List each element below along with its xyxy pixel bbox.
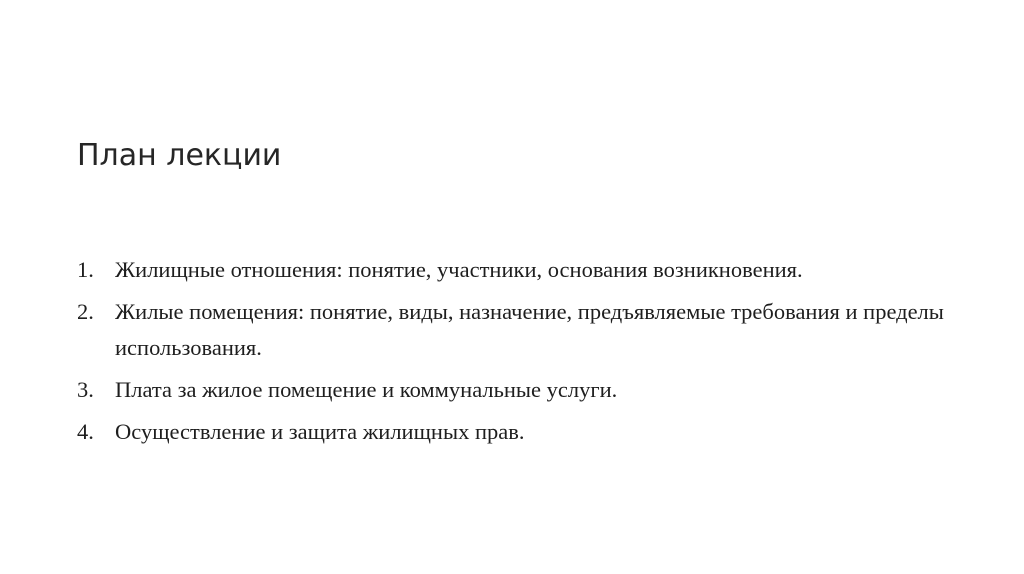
list-item-text: Жилые помещения: понятие, виды, назначение, предъявляемые требования и пределы использования. (115, 299, 944, 360)
slide-title: План лекции (77, 138, 282, 173)
list-item-number: 4. (77, 419, 94, 444)
list-item-number: 2. (77, 299, 94, 324)
list-item-number: 3. (77, 377, 94, 402)
list-item-text: Жилищные отношения: понятие, участники, основания возникновения. (115, 257, 803, 282)
list-item (77, 294, 967, 366)
list-item (77, 252, 967, 288)
list-item-number: 1. (77, 257, 94, 282)
list-item (77, 372, 967, 408)
list-item-text: Плата за жилое помещение и коммунальные услуги. (115, 377, 618, 402)
lecture-plan-list (77, 252, 967, 456)
list-item-text: Осуществление и защита жилищных прав. (115, 419, 525, 444)
list-item (77, 414, 967, 450)
